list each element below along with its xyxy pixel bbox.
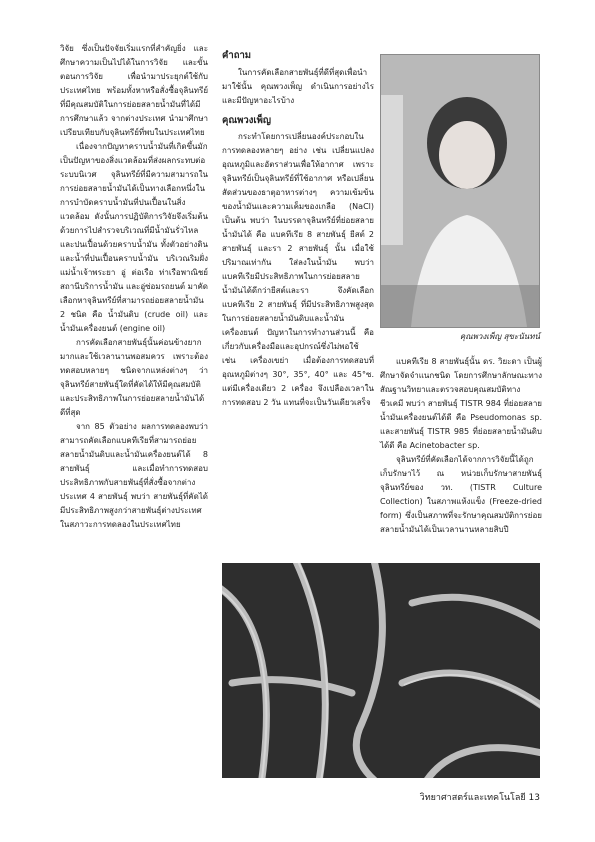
portrait-figure: [381, 55, 539, 327]
paragraph: แบคทีเรีย 8 สายพันธุ์นั้น ดร. วิยะดา เป็นผู้ศึกษาจัดจำแนกชนิด โดยการศึกษาลักษณะทางสัณฐานวิทยาและตรวจสอบคุณสมบัติทางชีวเคมี พบว่า สายพันธุ์ TISTR 984 ที่ย่อยสลายน้ำมันเครื่องยนต์ได้ดี คือ Pseudomonas sp. และสายพันธุ์ TISTR 985 ที่ย่อยสลายน้ำมันดิบได้ดี คือ Acinetobacter sp.: [380, 357, 542, 450]
page-footer: วิทยาศาสตร์และเทคโนโลยี 13: [419, 793, 540, 803]
question-text: ในการคัดเลือกสายพันธุ์ที่ดีที่สุดเพื่อนำมาใช้นั้น คุณพวงเพ็ญ ดำเนินการอย่างไร และมีปัญหาอะไรบ้าง: [222, 68, 374, 105]
portrait-photo: [380, 54, 540, 328]
question-heading: คำถาม: [222, 50, 252, 61]
paragraph: วิจัย ซึ่งเป็นปัจจัยเริ่มแรกที่สำคัญยิ่ง และศึกษาความเป็นไปได้ในการวิจัย และขั้นตอนการวิจัย เพื่อนำมาประยุกต์ใช้กับประเทศไทย พร้อมทั้งหาหรือสั่งซื้อจุลินทรีย์ที่มีคุณสมบัติในการย่อยสลายน้ำมันที่ได้มีการศึกษาแล้ว จากต่างประเทศ นำมาศึกษาเปรียบเทียบกับจุลินทรีย์ที่พบในประเทศไทย: [60, 44, 208, 137]
micrograph-image: [222, 563, 540, 778]
answer-heading: คุณพวงเพ็ญ: [222, 115, 272, 126]
paragraph: จุลินทรีย์ที่คัดเลือกได้จากการวิจัยนี้ได้ถูกเก็บรักษาไว้ ณ หน่วยเก็บรักษาสายพันธุ์จุลินทรีย์ของ วท. (TISTR Culture Collection) ในสภาพแห้งแข็ง (Freeze-dried form) ซึ่งเป็นสภาพที่จะรักษาคุณสมบัติการย่อยสลายน้ำมันได้เป็นเวลานานหลายสิบปี: [380, 455, 542, 534]
paragraph: เนื่องจากปัญหาคราบน้ำมันที่เกิดขึ้นมักเป็นปัญหาของสิ่งแวดล้อมที่ส่งผลกระทบต่อระบบนิเวศ จุลินทรีย์ที่มีความสามารถในการย่อยสลายน้ำมันได้เป็นทางเลือกหนึ่งในการบำบัดคราบน้ำมันที่ปนเปื้อนในสิ่งแวดล้อม ดังนั้นการปฏิบัติการวิจัยจึงเริ่มต้นด้วยการไปสำรวจบริเวณที่มีน้ำมันรั่วไหลและปนเปื้อนด้วยคราบน้ำมัน ทั้งตัวอย่างดินและน้ำที่ปนเปื้อนคราบน้ำมัน บริเวณริมฝั่งแม่น้ำเจ้าพระยา อู่ ต่อเรือ ท่าเรือพาณิชย์ สถานีบริการน้ำมัน และอู่ซ่อมรถยนต์ มาคัดเลือกหาจุลินทรีย์ที่สามารถย่อยสลายน้ำมัน 2 ชนิด คือ น้ำมันดิบ (crude oil) และน้ำมันเครื่องยนต์ (engine oil): [60, 142, 208, 333]
micrograph-figure: [222, 563, 540, 778]
paragraph: จาก 85 ตัวอย่าง ผลการทดลองพบว่าสามารถคัดเลือกแบคทีเรียที่สามารถย่อยสลายน้ำมันดิบและน้ำมันเครื่องยนต์ได้ 8 สายพันธุ์ และเมื่อทำการทดสอบประสิทธิภาพกับสายพันธุ์ที่สั่งซื้อจากต่างประเทศ 4 สายพันธุ์ พบว่า สายพันธุ์ที่คัดได้มีประสิทธิภาพสูงกว่าสายพันธุ์ต่างประเทศในสภาวะการทดลองในประเทศไทย: [60, 422, 208, 529]
answer-text: กระทำโดยการเปลี่ยนองค์ประกอบในการทดลองหลายๆ อย่าง เช่น เปลี่ยนแปลงอุณหภูมิและอัตราส่วนเพื่อให้อากาศ เพราะจุลินทรีย์เป็นจุลินทรีย์ที่ใช้อากาศ หรือเปลี่ยนสัดส่วนของธาตุอาหารต่างๆ ความเข้มข้นของน้ำมันและความเค็มของเกลือ (NaCl) เป็นต้น พบว่า ในบรรดาจุลินทรีย์ที่ย่อยสลายน้ำมันได้ คือ แบคทีเรีย 8 สายพันธุ์ ยีสต์ 2 สายพันธุ์ และรา 2 สายพันธุ์ นั้น เมื่อใช้ปริมาณเท่ากัน ใส่ลงในน้ำมัน พบว่าแบคทีเรียมีประสิทธิภาพในการย่อยสลายน้ำมันได้ดีกว่ายีสต์และรา จึงคัดเลือกแบคทีเรีย 2 สายพันธุ์ ที่มีประสิทธิภาพสูงสุดในการย่อยสลายน้ำมันดิบและน้ำมันเครื่องยนต์ ปัญหาในการทำงานส่วนนี้ คือ เกี่ยวกับเครื่องมือและอุปกรณ์ซึ่งไม่พอใช้ เช่น เครื่องเขย่า เมื่อต้องการทดสอบที่อุณหภูมิต่างๆ 30°, 35°, 40° และ 45°ซ. แต่มีเครื่องเดียว 2 เครื่อง จึงเปลืองเวลาในการทดสอบ 2 วัน แทนที่จะเป็นวันเดียวเสร็จ: [222, 132, 374, 407]
middle-column: [222, 66, 374, 410]
photo-caption: คุณพวงเพ็ญ สุขะนันทน์: [459, 332, 540, 341]
right-column: [380, 355, 542, 537]
paragraph: การคัดเลือกสายพันธุ์นั้นค่อนข้างยากมากและใช้เวลานานพอสมควร เพราะต้องทดสอบหลายๆ ชนิดจากแหล่งต่างๆ ว่าจุลินทรีย์สายพันธุ์ใดที่คัดได้ให้มีคุณสมบัติและประสิทธิภาพในการย่อยสลายน้ำมันได้ดีที่สุด: [60, 338, 208, 417]
left-column: [60, 42, 208, 532]
